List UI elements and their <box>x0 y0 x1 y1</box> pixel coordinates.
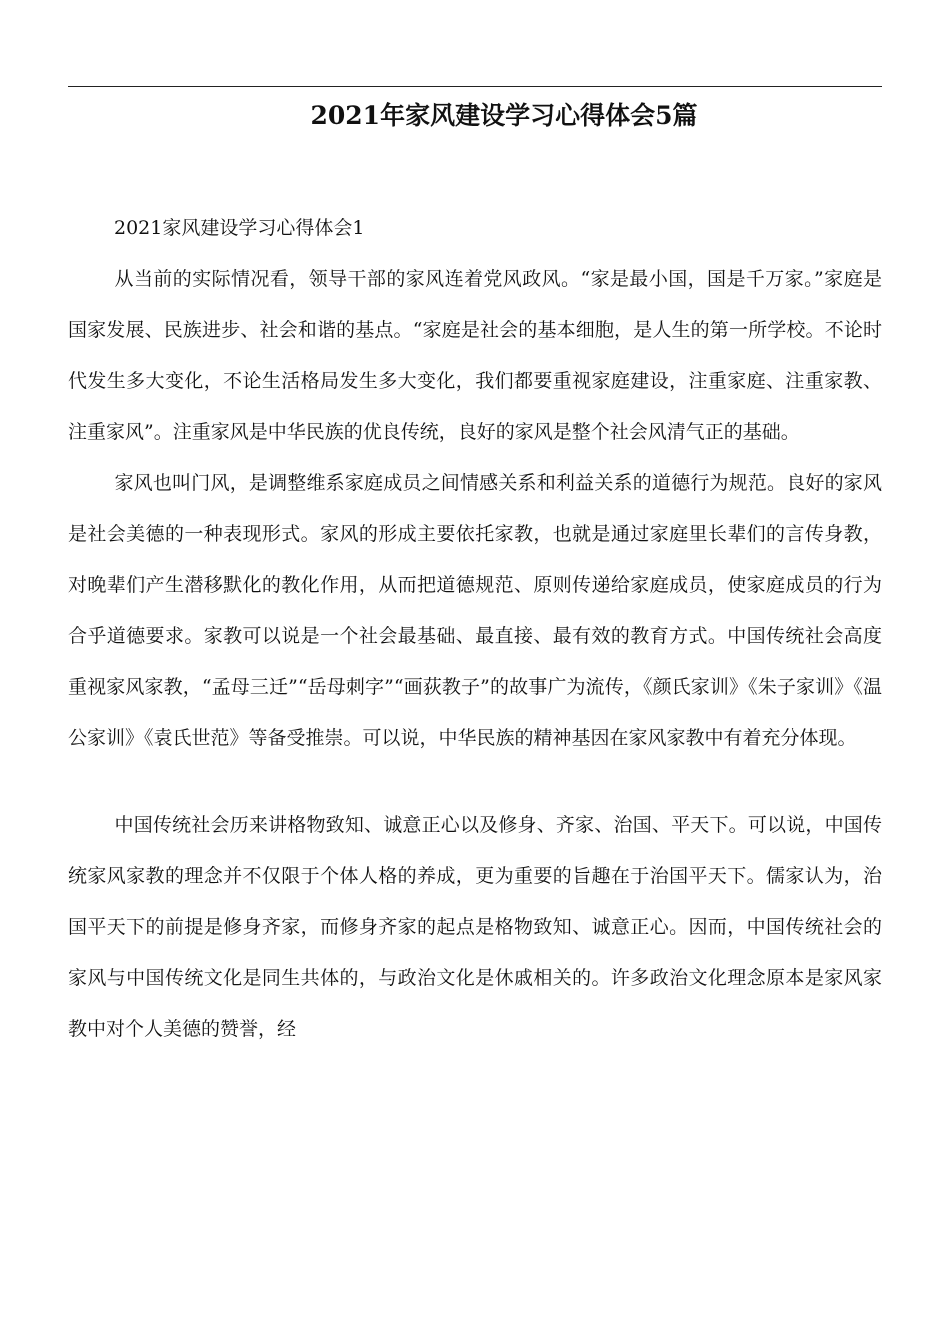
header-rule <box>68 86 882 87</box>
paragraph-spacer <box>68 764 882 800</box>
paragraph-1: 从当前的实际情况看，领导干部的家风连着党风政风。“家是最小国，国是千万家。”家庭是国家发展、民族进步、社会和谐的基点。“家庭是社会的基本细胞，是人生的第一所学校。不论时代发生多大变化，不论生活格局发生多大变化，我们都要重视家庭建设，注重家庭、注重家教、注重家风”。注重家风是中华民族的优良传统，良好的家风是整个社会风清气正的基础。 <box>68 268 882 443</box>
document-title: 2021年家风建设学习心得体会5篇 <box>310 101 698 130</box>
document-body <box>68 208 882 1055</box>
paragraph-2: 家风也叫门风，是调整维系家庭成员之间情感关系和利益关系的道德行为规范。良好的家风是社会美德的一种表现形式。家风的形成主要依托家教，也就是通过家庭里长辈们的言传身教，对晚辈们产生潜移默化的教化作用，从而把道德规范、原则传递给家庭成员，使家庭成员的行为合乎道德要求。家教可以说是一个社会最基础、最直接、最有效的教育方式。中国传统社会高度重视家风家教，“孟母三迁”“岳母刺字”“画荻教子”的故事广为流传，《颜氏家训》《朱子家训》《温公家训》《袁氏世范》等备受推崇。可以说，中华民族的精神基因在家风家教中有着充分体现。 <box>68 472 882 749</box>
section-heading: 2021家风建设学习心得体会1 <box>114 217 365 239</box>
paragraph-3: 中国传统社会历来讲格物致知、诚意正心以及修身、齐家、治国、平天下。可以说，中国传统家风家教的理念并不仅限于个体人格的养成，更为重要的旨趣在于治国平天下。儒家认为，治国平天下的前提是修身齐家，而修身齐家的起点是格物致知、诚意正心。因而，中国传统社会的家风与中国传统文化是同生共体的，与政治文化是休戚相关的。许多政治文化理念原本是家风家教中对个人美德的赞誉，经 <box>68 814 882 1040</box>
